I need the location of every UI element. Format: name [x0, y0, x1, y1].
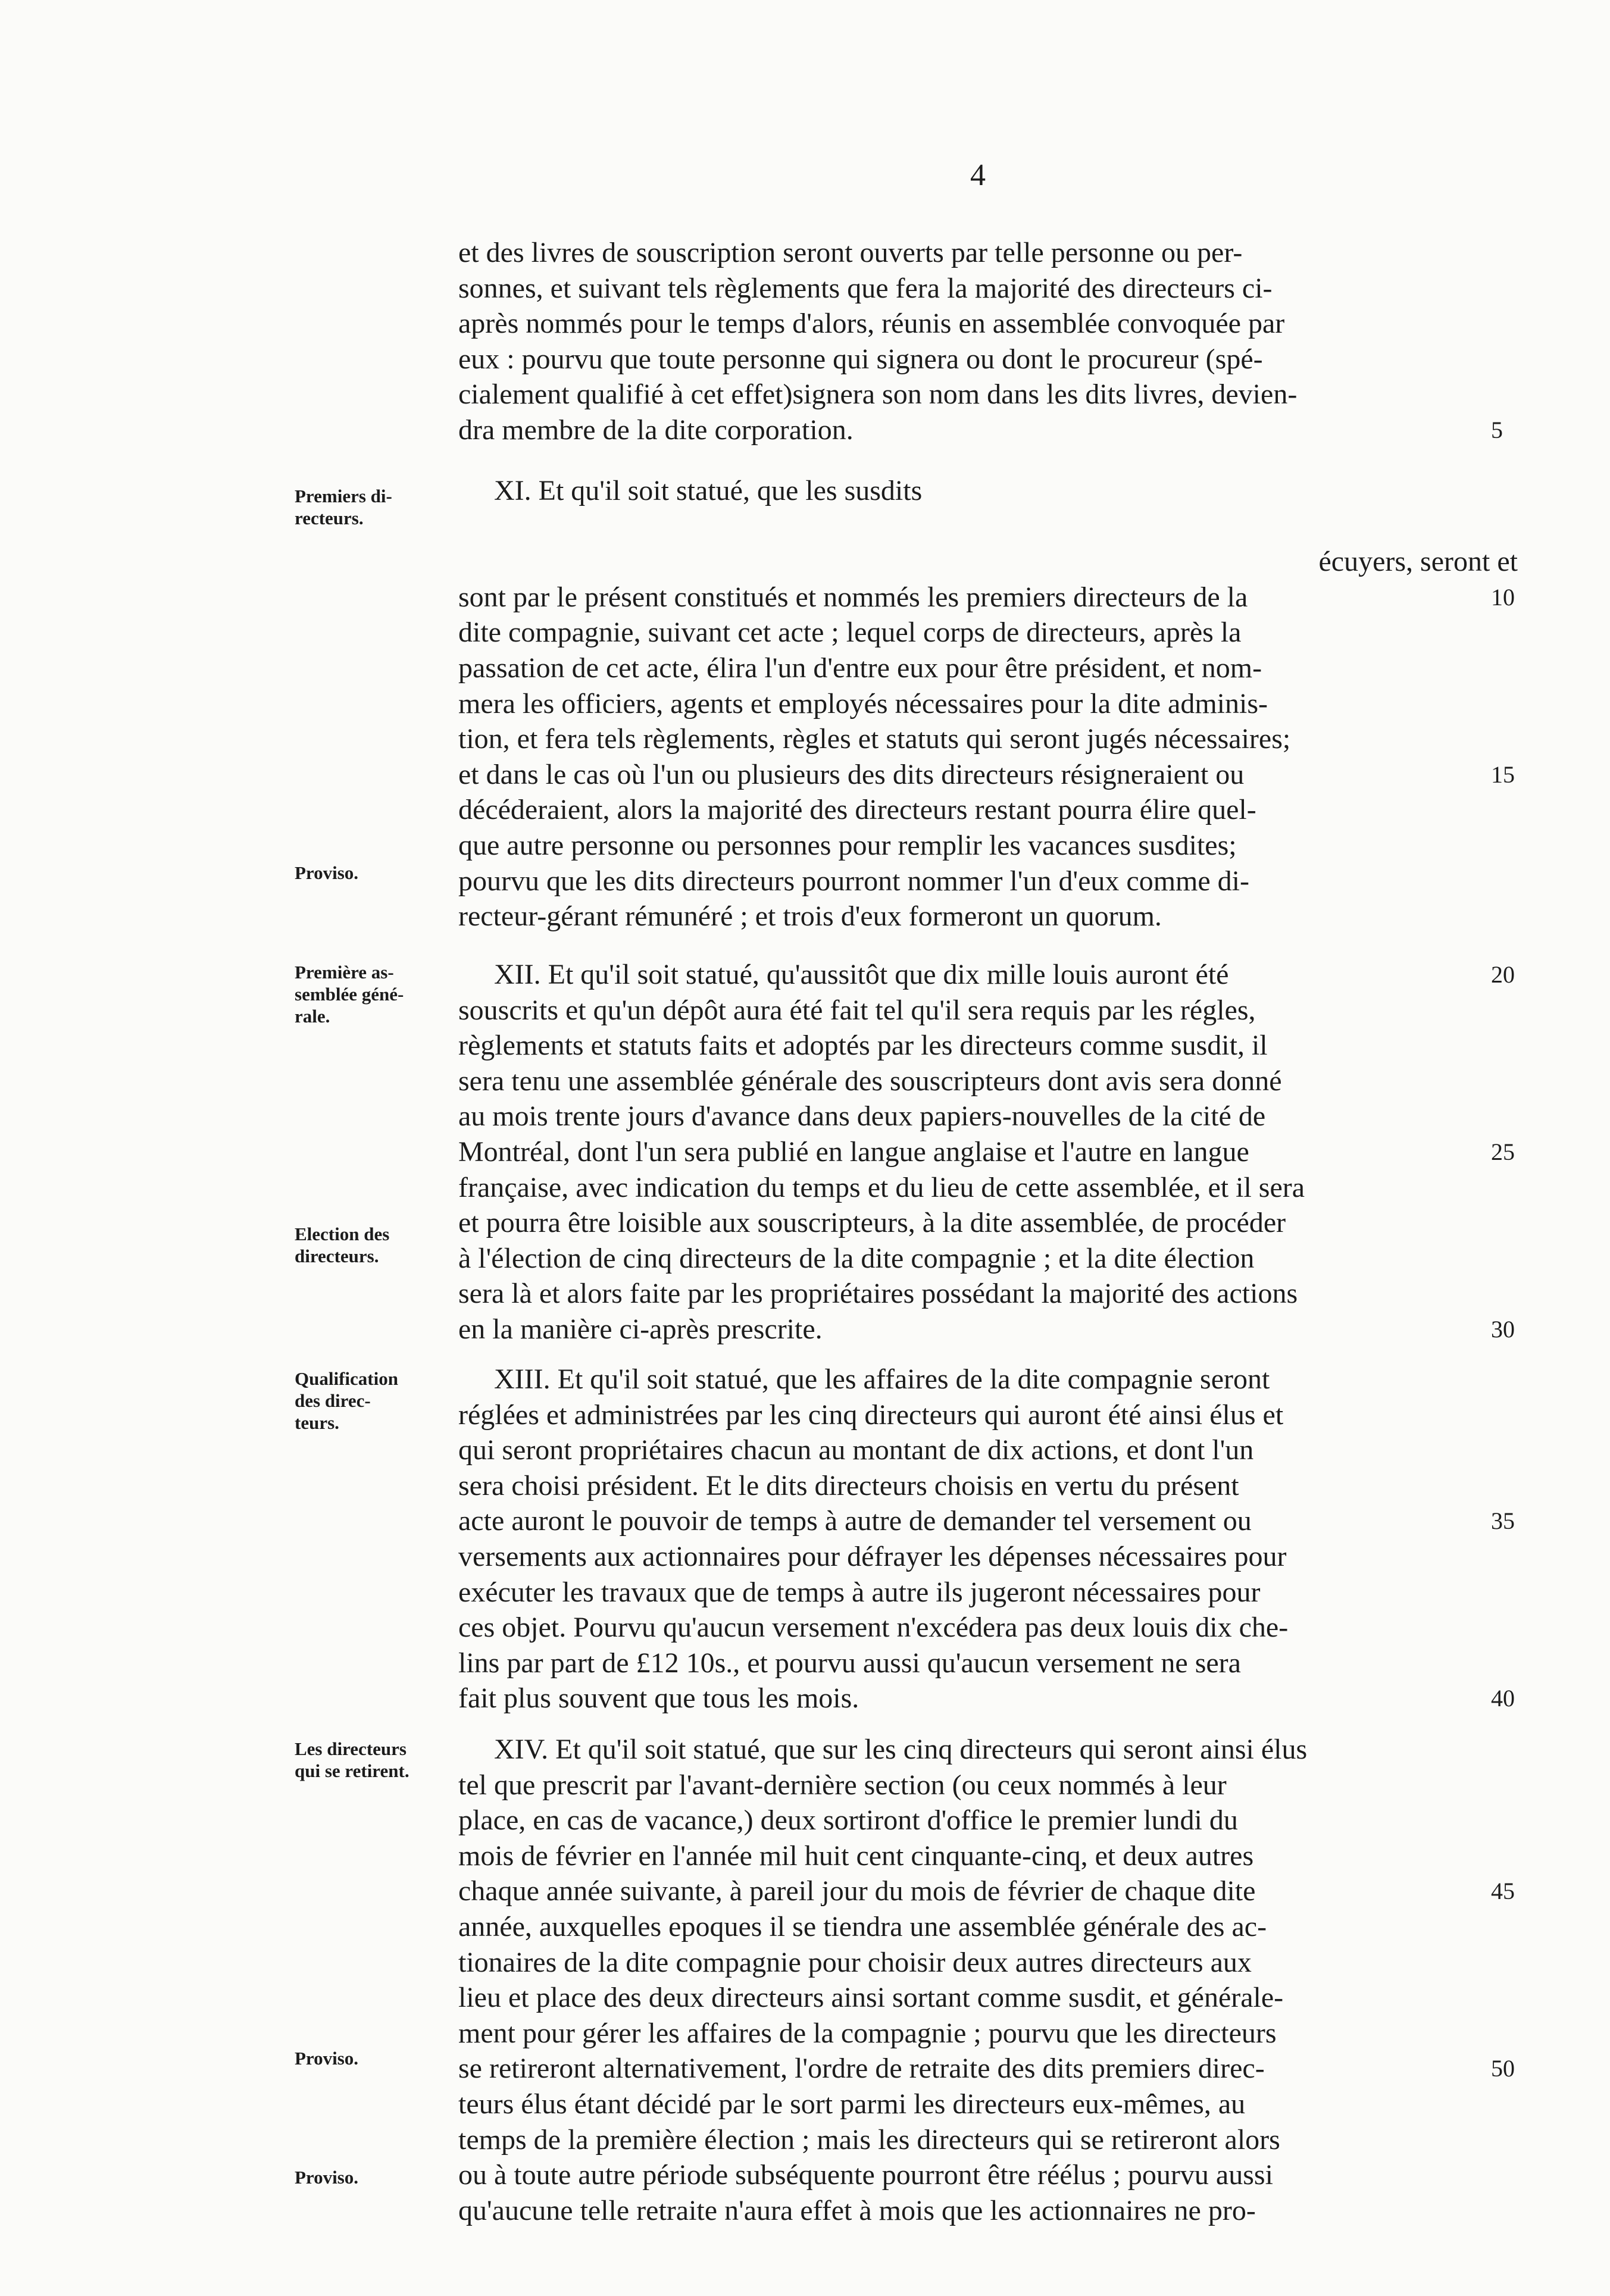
- margin-note-proviso: [295, 862, 449, 884]
- text-line: Montréal, dont l'un sera publié en langue anglaise et l'autre en langue: [458, 1136, 1249, 1168]
- margin-note-line: Proviso.: [295, 862, 359, 883]
- text-line: mois de février en l'année mil huit cent cinquante-cinq, et deux autres: [458, 1840, 1254, 1872]
- text-line: lieu et place des deux directeurs ainsi sortant comme susdit, et générale-: [458, 1982, 1284, 2014]
- text-line: que autre personne ou personnes pour remplir les vacances susdites;: [458, 829, 1237, 861]
- text-line: réglées et administrées par les cinq directeurs qui auront été ainsi élus et: [458, 1399, 1284, 1431]
- text-line: tel que prescrit par l'avant-dernière section (ou ceux nommés à leur: [458, 1769, 1227, 1801]
- text-line: ces objet. Pourvu qu'aucun versement n'excédera pas deux louis dix che-: [458, 1612, 1289, 1644]
- text-line: cialement qualifié à cet effet)signera son nom dans les dits livres, devien-: [458, 379, 1298, 411]
- text-line: année, auxquelles epoques il se tiendra une assemblée générale des ac-: [458, 1910, 1267, 1942]
- text-line: chaque année suivante, à pareil jour du mois de février de chaque dite: [458, 1875, 1256, 1907]
- text-line: au mois trente jours d'avance dans deux papiers-nouvelles de la cité de: [458, 1100, 1266, 1133]
- margin-note-line: semblée géné-: [295, 984, 404, 1005]
- margin-note-qualification: [295, 1368, 449, 1434]
- text-line: place, en cas de vacance,) deux sortiront d'office le premier lundi du: [458, 1804, 1238, 1837]
- line-number: 50: [1491, 2055, 1515, 2082]
- text-line: eux : pourvu que toute personne qui signera ou dont le procureur (spé-: [458, 343, 1263, 375]
- line-number: 40: [1491, 1685, 1515, 1712]
- text-line: ou à toute autre période subséquente pourront être réélus ; pourvu aussi: [458, 2159, 1273, 2191]
- page-number: 4: [970, 158, 986, 192]
- margin-note-line: Les directeurs: [295, 1738, 407, 1759]
- line-number: 20: [1491, 961, 1515, 988]
- text-line: tionaires de la dite compagnie pour choisir deux autres directeurs aux: [458, 1946, 1252, 1978]
- text-line: française, avec indication du temps et du lieu de cette assemblée, et il sera: [458, 1171, 1305, 1203]
- margin-note-line: rale.: [295, 1006, 330, 1027]
- section-heading-line: XI. Et qu'il soit statué, que les susdits: [494, 475, 923, 506]
- text-line: recteur-gérant rémunéré ; et trois d'eux formeront un quorum.: [458, 900, 1162, 933]
- text-line: et des livres de souscription seront ouverts par telle personne ou per-: [458, 237, 1243, 268]
- section-xii: [458, 957, 1518, 1347]
- margin-note-line: qui se retirent.: [295, 1760, 409, 1781]
- text-line: et dans le cas où l'un ou plusieurs des dits directeurs résigneraient ou: [458, 758, 1245, 790]
- line-number: 30: [1491, 1316, 1515, 1343]
- text-line: sera là et alors faite par les propriétaires possédant la majorité des actions: [458, 1278, 1298, 1310]
- text-line: souscrits et qu'un dépôt aura été fait tel qu'il sera requis par les régles,: [458, 994, 1256, 1026]
- section-xi: [458, 473, 1518, 934]
- text-line: à l'élection de cinq directeurs de la dite compagnie ; et la dite élection: [458, 1242, 1255, 1274]
- margin-note-proviso: [295, 2047, 449, 2069]
- text-line: ment pour gérer les affaires de la compagnie ; pourvu que les directeurs: [458, 2017, 1277, 2049]
- text-line: dite compagnie, suivant cet acte ; lequel corps de directeurs, après la: [458, 617, 1242, 649]
- text-line: tion, et fera tels règlements, règles et statuts qui seront jugés nécessaires;: [458, 723, 1291, 755]
- margin-note-line: teurs.: [295, 1412, 339, 1433]
- line-number: 25: [1491, 1138, 1515, 1165]
- margin-note-line: recteurs.: [295, 508, 364, 528]
- text-line: sont par le présent constitués et nommés les premiers directeurs de la: [458, 581, 1248, 613]
- text-line: et pourra être loisible aux souscripteurs, à la dite assemblée, de procéder: [458, 1207, 1286, 1239]
- margin-note-election-directeurs: [295, 1223, 449, 1267]
- line-number: 5: [1491, 417, 1503, 443]
- margin-note-line: Election des: [295, 1224, 390, 1244]
- margin-note-line: Première as-: [295, 962, 394, 983]
- margin-note-premiers-directeurs: [295, 485, 449, 529]
- line-number: 10: [1491, 584, 1515, 611]
- text-line: acte auront le pouvoir de temps à autre de demander tel versement ou: [458, 1505, 1252, 1537]
- margin-note-line: Proviso.: [295, 2048, 359, 2069]
- margin-note-premiere-assemblee: [295, 961, 449, 1027]
- text-line: fait plus souvent que tous les mois.: [458, 1682, 859, 1715]
- text-line: en la manière ci-après prescrite.: [458, 1313, 823, 1345]
- text-line: règlements et statuts faits et adoptés par les directeurs comme susdit, il: [458, 1030, 1268, 1062]
- margin-note-line: Qualification: [295, 1368, 398, 1389]
- text-line: écuyers, seront et: [1318, 546, 1518, 578]
- text-line: après nommés pour le temps d'alors, réunis en assemblée convoquée par: [458, 308, 1285, 340]
- line-number: 45: [1491, 1878, 1515, 1904]
- text-line: décéderaient, alors la majorité des directeurs restant pourra élire quel-: [458, 794, 1256, 826]
- section-heading-line: XIV. Et qu'il soit statué, que sur les cinq directeurs qui seront ainsi élus: [494, 1734, 1308, 1765]
- text-line: versements aux actionnaires pour défrayer les dépenses nécessaires pour: [458, 1540, 1287, 1572]
- margin-note-line: Proviso.: [295, 2167, 359, 2188]
- text-line: qu'aucune telle retraite n'aura effet à mois que les actionnaires ne pro-: [458, 2194, 1256, 2226]
- blank-line: [458, 509, 1518, 545]
- line-number: 35: [1491, 1507, 1515, 1534]
- line-number: 15: [1491, 761, 1515, 788]
- text-line: exécuter les travaux que de temps à autre ils jugeront nécessaires pour: [458, 1576, 1261, 1608]
- text-line: sera tenu une assemblée générale des souscripteurs dont avis sera donné: [458, 1065, 1282, 1097]
- section-heading-line: XII. Et qu'il soit statué, qu'aussitôt que dix mille louis auront été: [494, 959, 1229, 990]
- text-line: teurs élus étant décidé par le sort parmi les directeurs eux-mêmes, au: [458, 2088, 1246, 2120]
- margin-note-line: des direc-: [295, 1390, 371, 1411]
- text-line: qui seront propriétaires chacun au montant de dix actions, et dont l'un: [458, 1434, 1254, 1466]
- text-line: passation de cet acte, élira l'un d'entre eux pour être président, et nom-: [458, 652, 1262, 684]
- text-line: sera choisi président. Et le dits directeurs choisis en vertu du présent: [458, 1469, 1239, 1502]
- text-line: temps de la première élection ; mais les directeurs qui se retireront alors: [458, 2123, 1280, 2156]
- section-xiv: [458, 1732, 1518, 2228]
- text-line: dra membre de la dite corporation.: [458, 414, 854, 446]
- section-heading-line: XIII. Et qu'il soit statué, que les affaires de la dite compagnie seront: [494, 1363, 1270, 1395]
- text-line: mera les officiers, agents et employés nécessaires pour la dite adminis-: [458, 687, 1268, 720]
- text-line: lins par part de £12 10s., et pourvu aussi qu'aucun versement ne sera: [458, 1647, 1241, 1679]
- text-line: se retireront alternativement, l'ordre de retraite des dits premiers direc-: [458, 2053, 1265, 2085]
- margin-note-line: directeurs.: [295, 1246, 379, 1266]
- margin-note-directeurs-retirent: [295, 1738, 449, 1782]
- margin-note-proviso: [295, 2166, 449, 2188]
- text-line: sonnes, et suivant tels règlements que fera la majorité des directeurs ci-: [458, 272, 1273, 304]
- margin-note-line: Premiers di-: [295, 486, 392, 506]
- text-line: pourvu que les dits directeurs pourront nommer l'un d'eux comme di-: [458, 865, 1249, 897]
- paragraph-continuation: [458, 235, 1518, 448]
- section-xiii: [458, 1362, 1518, 1716]
